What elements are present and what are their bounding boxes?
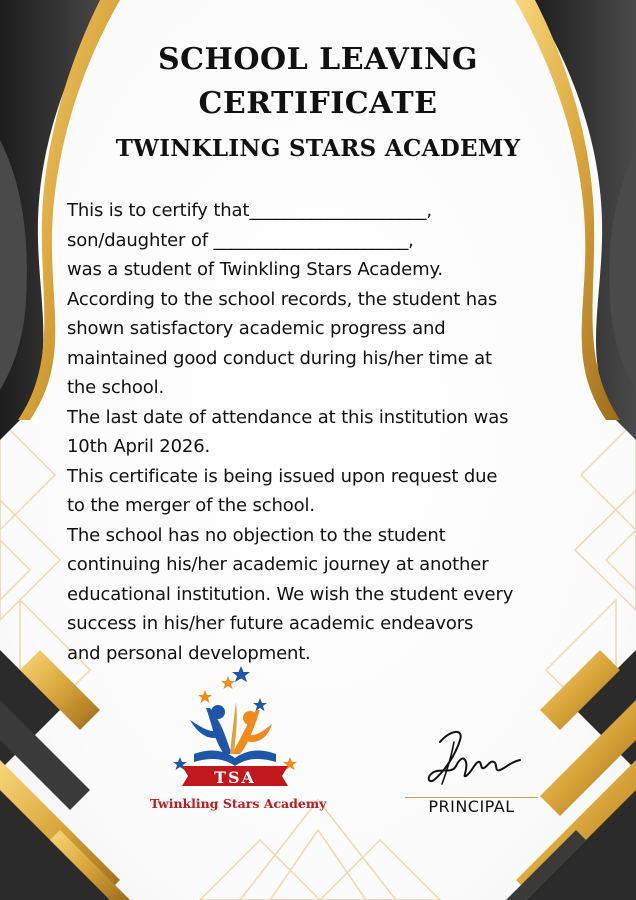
body-paragraph: This certificate is being issued upon request due to the merger of the school. (67, 465, 498, 516)
certificate-title-line1: SCHOOL LEAVING (157, 42, 479, 77)
body-paragraph: The last date of attendance at this institution was 10th April 2026. (67, 406, 509, 457)
principal-signature (420, 722, 540, 792)
logo-caption: Twinkling Stars Academy (150, 796, 327, 811)
school-name-heading: TWINKLING STARS ACADEMY (115, 135, 521, 162)
star-icon (253, 698, 267, 711)
star-icon (232, 666, 250, 682)
body-paragraph: The school has no objection to the student continuing his/her academic journey at another educational institution. We wish the student every success in his/her future academic endeavors and personal development. (67, 524, 514, 664)
principal-label: PRINCIPAL (428, 797, 515, 816)
certificate-title-line2: CERTIFICATE (198, 86, 438, 121)
logo-initials: TSA (214, 768, 256, 787)
certificate-body (67, 196, 587, 668)
corner-bottom-left (0, 650, 130, 900)
star-icon (221, 676, 235, 689)
school-logo (150, 662, 327, 820)
body-paragraph: This is to certify that____________________, son/daughter of ______________________, was a student of Twinkling Stars Academy. According to the school records, the student has shown satisfactory academic progress and maintained good conduct during his/her time at the school. (67, 200, 498, 398)
school-logo-emblem (150, 662, 320, 796)
star-icon (198, 690, 212, 703)
